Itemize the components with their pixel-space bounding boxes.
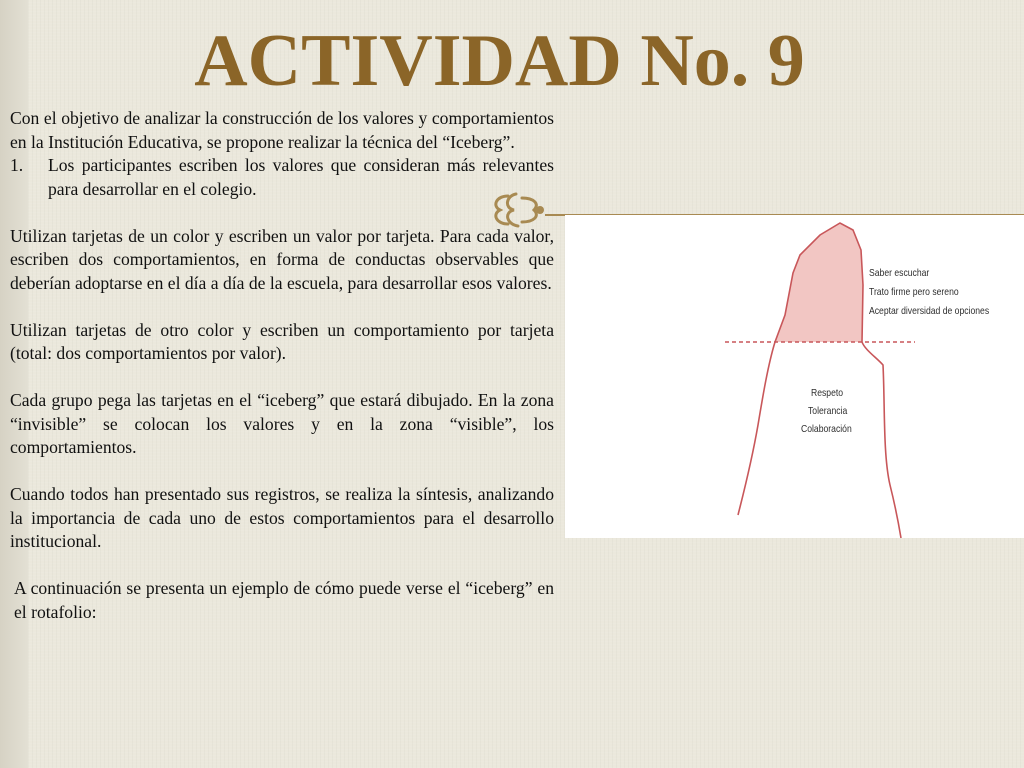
paragraph-example: A continuación se presenta un ejemplo de cómo puede verse el “iceberg” en el rotafolio: [14, 578, 554, 622]
invisible-item-1: Respeto [811, 387, 844, 399]
iceberg-figure [565, 215, 1024, 538]
invisible-item-2: Tolerancia [808, 405, 848, 417]
paragraph-synthesis: Cuando todos han presentado sus registros, se realiza la síntesis, analizando la importancia de cada uno de estos comportamientos para el desarrollo institucional. [10, 484, 554, 551]
paragraph-iceberg-zones: Cada grupo pega las tarjetas en el “iceberg” que estará dibujado. En la zona “invisible” se colocan los valores y en la zona “visible”, los comportamientos. [10, 390, 554, 457]
slide-title: ACTIVIDAD No. 9 [194, 20, 805, 102]
paragraph-cards-behaviors: Utilizan tarjetas de otro color y escriben un comportamiento por tarjeta (total: dos comportamientos por valor). [10, 319, 554, 363]
step-text: Los participantes escriben los valores que consideran más relevantes para desarrollar en el colegio. [48, 155, 554, 199]
paragraph-cards-values: Utilizan tarjetas de un color y escriben un valor por tarjeta. Para cada valor, escriben dos comportamientos, en forma de conductas observables que deberían adoptarse en el día a día de la escuela, para desarrollar esos valores. [10, 225, 554, 293]
slide-body [10, 107, 554, 624]
numbered-step [10, 154, 554, 201]
step-number: 1. [10, 155, 24, 175]
intro-paragraph: Con el objetivo de analizar la construcción de los valores y comportamientos en la Institución Educativa, se propone realizar la técnica del “Iceberg”. [10, 108, 554, 152]
iceberg-visible-fill [775, 223, 863, 342]
ornament-icon [478, 188, 568, 228]
invisible-item-3: Colaboración [801, 423, 852, 435]
iceberg-drawing [565, 215, 1024, 538]
visible-item-3: Aceptar diversidad de opciones [869, 305, 990, 317]
visible-item-1: Saber escuchar [869, 267, 930, 279]
visible-item-2: Trato firme pero sereno [869, 286, 959, 298]
